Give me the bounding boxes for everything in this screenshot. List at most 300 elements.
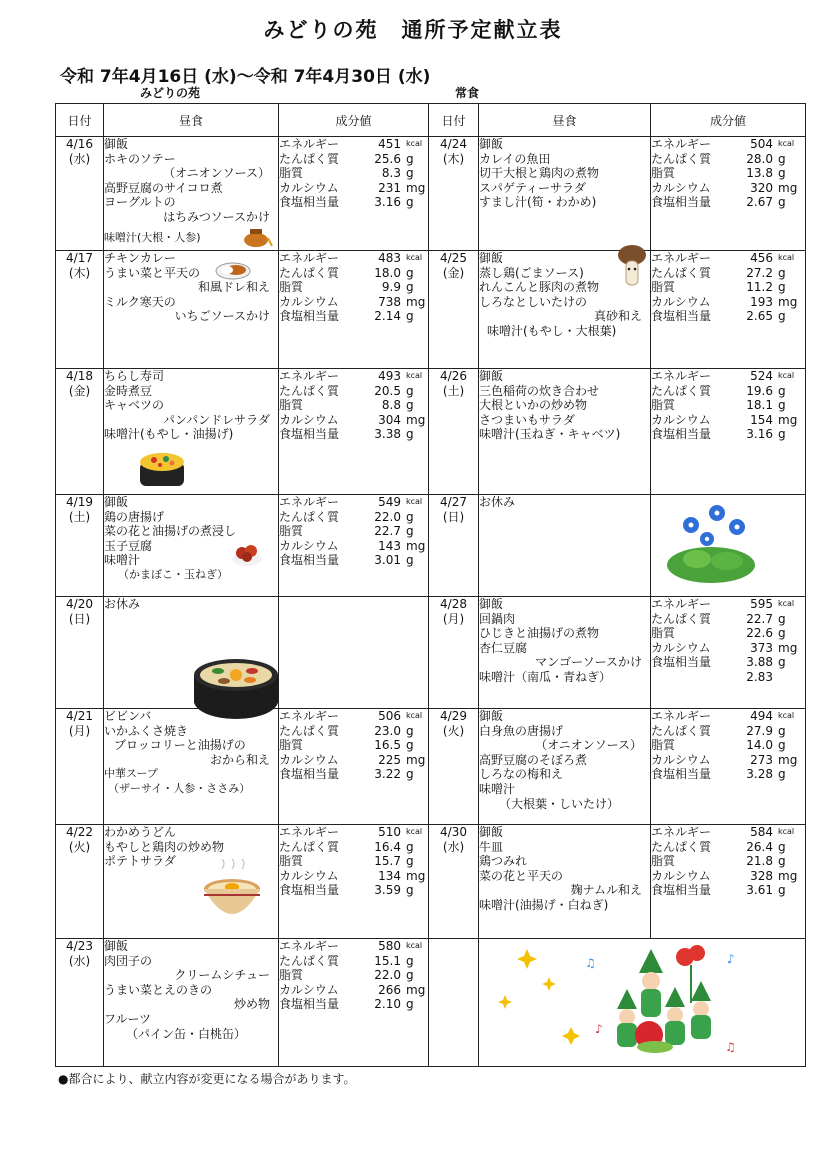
- nutrient-unit: kcal: [406, 827, 423, 836]
- date: 4/26: [440, 369, 467, 383]
- menu-item: チキンカレー: [104, 251, 176, 265]
- nutrient-value: 3.88: [746, 655, 773, 670]
- nutrient-label: エネルギー: [651, 709, 712, 723]
- nutrient-label: エネルギー: [651, 825, 712, 839]
- nutrition-cell: [279, 597, 429, 709]
- nutrient-label: 脂質: [651, 738, 676, 753]
- menu-item: 大根といかの炒め物: [479, 398, 588, 413]
- nutrient-row: [279, 181, 428, 196]
- nutrient-label: 食塩相当量: [279, 997, 340, 1012]
- nutrient-row: [651, 266, 805, 281]
- nutrient-label: たんぱく質: [651, 151, 712, 166]
- nutrient-unit: mg: [406, 538, 426, 553]
- menu-item: 味噌汁: [104, 553, 141, 568]
- date: 4/19: [66, 495, 93, 509]
- menu-item: わかめうどん: [104, 825, 177, 839]
- nutrient-value: 13.8: [746, 166, 773, 181]
- menu-item: （オニオンソース）: [535, 738, 642, 753]
- nutrient-row: [651, 597, 805, 612]
- menu-item: おから和え: [209, 752, 270, 767]
- nutrient-value: 493: [378, 369, 401, 383]
- nutrient-value: 483: [378, 251, 401, 265]
- nutrient-label: 脂質: [279, 968, 304, 983]
- nutrient-label: エネルギー: [651, 251, 712, 265]
- mushroom-illustration: [616, 243, 648, 289]
- nutrient-value: 549: [378, 495, 401, 509]
- svg-text:♪: ♪: [727, 952, 735, 966]
- nutrient-value: 584: [750, 825, 773, 839]
- nutrient-value: 23.0: [374, 723, 401, 738]
- nutrient-unit: g: [406, 968, 414, 983]
- nutrient-row: [279, 753, 428, 768]
- nutrient-label: エネルギー: [279, 369, 340, 383]
- illustration-cell: [479, 939, 806, 1067]
- day-of-week: (土): [442, 384, 465, 398]
- nutrient-row: [651, 152, 805, 167]
- table-row: [56, 939, 806, 1067]
- date: 4/29: [440, 709, 467, 723]
- nutrient-unit: g: [778, 383, 786, 398]
- nutrient-unit: kcal: [778, 599, 795, 608]
- date-cell: [429, 251, 479, 369]
- menu-item: （かまぼこ・玉ねぎ）: [118, 567, 228, 581]
- nutrient-value: 451: [378, 137, 401, 151]
- nutrition-cell: [651, 709, 806, 825]
- nutrient-value: 320: [750, 180, 773, 195]
- nutrient-row: [279, 495, 428, 510]
- nutrient-value: 25.6: [374, 151, 401, 166]
- menu-item: 玉子豆腐: [104, 538, 153, 553]
- nutrient-unit: g: [778, 767, 786, 782]
- nutrient-label: エネルギー: [279, 825, 340, 839]
- menu-item: 味噌汁(もやし・油揚げ): [104, 427, 234, 442]
- nutrient-value: 22.7: [746, 611, 773, 626]
- menu-item: 杏仁豆腐: [479, 640, 528, 655]
- nutrition-cell: [279, 825, 429, 939]
- nutrient-label: たんぱく質: [279, 151, 340, 166]
- nutrient-label: エネルギー: [651, 137, 712, 151]
- menu-item: 高野豆腐のサイコロ煮: [104, 180, 223, 195]
- nutrient-row: [279, 883, 428, 898]
- nutrient-label: カルシウム: [651, 412, 711, 427]
- nutrient-value: 27.9: [746, 723, 773, 738]
- nutrient-unit: g: [406, 383, 414, 398]
- nutrient-value: 22.0: [374, 509, 401, 524]
- nutrient-value: 328: [750, 868, 773, 883]
- nutrient-unit: g: [778, 166, 786, 181]
- nutrient-row: [279, 309, 428, 324]
- nutrition-cell: [651, 137, 806, 251]
- date: 4/23: [66, 939, 93, 953]
- nutrient-label: カルシウム: [651, 294, 711, 309]
- menu-item: いちごソースかけ: [174, 309, 270, 324]
- facility-name: みどりの苑: [140, 86, 201, 100]
- nutrient-label: 脂質: [279, 738, 304, 753]
- date-cell: [56, 939, 104, 1067]
- date: 4/24: [440, 137, 467, 151]
- menu-item: ヨーグルトの: [104, 195, 176, 210]
- nutrient-row: [279, 524, 428, 539]
- nutrient-row: [279, 295, 428, 310]
- menu-cell: [104, 495, 279, 597]
- date-cell: [429, 939, 479, 1067]
- column-header-date: 日付: [56, 104, 104, 137]
- menu-item: 御飯: [104, 137, 129, 151]
- elves-illustration: [489, 943, 789, 1061]
- svg-text:♫: ♫: [725, 1040, 736, 1054]
- flowers-illustration: [661, 499, 761, 585]
- day-of-week: (木): [68, 266, 91, 280]
- menu-item: 味噌汁(大根・人参): [104, 230, 201, 244]
- nutrient-row: [279, 251, 428, 266]
- nutrient-row: [651, 612, 805, 627]
- nutrient-value: 494: [750, 709, 773, 723]
- date-cell: [56, 597, 104, 709]
- date-cell: [429, 709, 479, 825]
- nutrient-row: [279, 954, 428, 969]
- nutrient-label: エネルギー: [279, 709, 340, 723]
- column-header-nutrition: 成分値: [651, 104, 806, 137]
- nutrient-unit: g: [406, 738, 414, 753]
- column-header-nutrition: 成分値: [279, 104, 429, 137]
- nutrient-value: 18.1: [746, 398, 773, 413]
- nutrient-label: 食塩相当量: [651, 427, 712, 442]
- nutrient-label: 脂質: [279, 854, 304, 869]
- menu-item: 鶏つみれ: [479, 854, 528, 869]
- nutrition-cell: [651, 251, 806, 369]
- svg-text:♪: ♪: [595, 1022, 603, 1036]
- nutrient-label: エネルギー: [279, 137, 340, 151]
- day-of-week: (日): [68, 612, 91, 626]
- nutrient-row: [651, 840, 805, 855]
- date-cell: [429, 137, 479, 251]
- nutrition-cell: [279, 251, 429, 369]
- nutrient-unit: g: [406, 151, 414, 166]
- nutrient-label: 食塩相当量: [279, 553, 340, 568]
- date-cell: [56, 251, 104, 369]
- menu-item: 麹ナムル和え: [570, 883, 642, 898]
- table-row: [56, 495, 806, 597]
- nutrient-value: 3.38: [374, 427, 401, 442]
- table-row: [56, 597, 806, 709]
- menu-item: れんこんと豚肉の煮物: [479, 280, 600, 295]
- nutrient-label: 食塩相当量: [651, 767, 712, 782]
- table-row: [56, 369, 806, 495]
- nutrient-value: 22.7: [374, 524, 401, 539]
- nutrient-label: カルシウム: [651, 752, 711, 767]
- nutrient-value: 18.0: [374, 265, 401, 280]
- menu-item: 中華スープ: [104, 767, 158, 781]
- nutrient-unit: g: [778, 427, 786, 442]
- nutrient-unit: g: [406, 883, 414, 898]
- menu-item: ホキのソテー: [104, 151, 176, 166]
- nutrient-unit: g: [406, 839, 414, 854]
- date: 4/17: [66, 251, 93, 265]
- day-of-week: (月): [68, 724, 91, 738]
- nutrient-row: [279, 724, 428, 739]
- menu-item: 真砂和え: [593, 309, 642, 324]
- nutrient-row: [279, 869, 428, 884]
- nutrient-unit: g: [778, 398, 786, 413]
- nutrient-value: 134: [378, 868, 401, 883]
- nutrition-cell: [651, 369, 806, 495]
- nutrient-unit: kcal: [778, 827, 795, 836]
- date: 4/25: [440, 251, 467, 265]
- nutrient-unit: g: [406, 524, 414, 539]
- menu-item: 和風ドレ和え: [197, 280, 270, 295]
- nutrient-value: 21.8: [746, 854, 773, 869]
- menu-item: マンゴーソースかけ: [535, 655, 642, 670]
- svg-text:♫: ♫: [585, 956, 596, 970]
- nutrient-value: 456: [750, 251, 773, 265]
- menu-item: （ザーサイ・人参・ささみ）: [108, 781, 251, 795]
- nutrient-row: [279, 709, 428, 724]
- nutrient-label: カルシウム: [651, 868, 711, 883]
- nutrient-unit: mg: [778, 180, 798, 195]
- menu-cell: [479, 369, 651, 495]
- menu-item: 金時煮豆: [104, 383, 153, 398]
- nutrient-row: [651, 753, 805, 768]
- nutrient-value: 3.61: [746, 883, 773, 898]
- menu-item: 御飯: [104, 495, 129, 509]
- nutrient-unit: mg: [778, 640, 798, 655]
- menu-item: 炒め物: [233, 997, 270, 1012]
- menu-cell: [479, 251, 651, 369]
- nutrient-value: 143: [378, 538, 401, 553]
- date: 4/22: [66, 825, 93, 839]
- nutrient-row: [651, 427, 805, 442]
- nutrient-row: [651, 413, 805, 428]
- menu-item: 味噌汁(玉ねぎ・キャベツ): [479, 427, 621, 442]
- nutrient-row: [279, 510, 428, 525]
- nutrient-row: [651, 738, 805, 753]
- nutrient-label: たんぱく質: [279, 509, 340, 524]
- nutrition-cell: [651, 495, 806, 597]
- menu-item: 菜の花と平天の: [479, 868, 564, 883]
- nutrient-unit: kcal: [406, 139, 423, 148]
- menu-item: 御飯: [479, 825, 504, 839]
- nutrient-value: 154: [750, 412, 773, 427]
- nutrient-value: 15.7: [374, 854, 401, 869]
- nutrient-unit: kcal: [406, 371, 423, 380]
- menu-item: 御飯: [479, 369, 504, 383]
- nutrient-label: カルシウム: [279, 538, 339, 553]
- menu-cell: [104, 825, 279, 939]
- nutrient-value: 304: [378, 412, 401, 427]
- date-cell: [429, 495, 479, 597]
- nutrient-unit: mg: [778, 412, 798, 427]
- nutrient-row: [279, 280, 428, 295]
- nutrient-row: [279, 553, 428, 568]
- nutrient-unit: g: [406, 953, 414, 968]
- day-of-week: (月): [442, 612, 465, 626]
- menu-item: 回鍋肉: [479, 611, 516, 626]
- nutrient-row: [279, 840, 428, 855]
- chirashi-sushi-illustration: [136, 444, 188, 490]
- nutrient-value: 504: [750, 137, 773, 151]
- nutrient-unit: g: [406, 509, 414, 524]
- menu-item: （オニオンソース）: [163, 166, 270, 181]
- nutrient-unit: g: [406, 767, 414, 782]
- menu-cell: [104, 597, 279, 709]
- column-header-date: 日付: [429, 104, 479, 137]
- nutrient-unit: g: [778, 195, 786, 210]
- nutrient-row: [651, 767, 805, 782]
- nutrition-cell: [279, 939, 429, 1067]
- curry-illustration: [214, 255, 252, 281]
- table-row: [56, 709, 806, 825]
- menu-cell: [104, 939, 279, 1067]
- nutrient-unit: g: [778, 309, 786, 324]
- table-row: [56, 251, 806, 369]
- menu-item: 菜の花と油揚げの煮浸し: [104, 524, 237, 539]
- nutrient-row: [279, 767, 428, 782]
- menu-item: （大根葉・しいたけ）: [499, 796, 620, 811]
- nutrient-row: [651, 883, 805, 898]
- nutrient-label: 脂質: [651, 280, 676, 295]
- nutrient-unit: kcal: [406, 941, 423, 950]
- nutrition-cell: [279, 137, 429, 251]
- nutrient-label: 食塩相当量: [279, 195, 340, 210]
- nutrient-label: 食塩相当量: [279, 767, 340, 782]
- nutrient-value: 266: [378, 982, 401, 997]
- meal-type: 常食: [455, 86, 480, 100]
- menu-item: 味噌汁（南瓜・青ねぎ）: [479, 669, 612, 684]
- day-of-week: (火): [68, 840, 91, 854]
- table-row: [56, 825, 806, 939]
- menu-item: （パイン缶・白桃缶）: [126, 1026, 247, 1041]
- nutrient-unit: g: [778, 611, 786, 626]
- nutrient-value: 580: [378, 939, 401, 953]
- menu-item: 蒸し鶏(ごまソース): [479, 265, 584, 280]
- nutrient-unit: mg: [778, 752, 798, 767]
- footnote: ●都合により、献立内容が変更になる場合があります。: [58, 1072, 356, 1086]
- menu-item: しろなとしいたけの: [479, 294, 588, 309]
- nutrient-label: カルシウム: [279, 868, 339, 883]
- nutrient-label: 脂質: [651, 626, 676, 641]
- date-cell: [56, 137, 104, 251]
- nutrient-row: [651, 195, 805, 210]
- nutrient-row: [651, 825, 805, 840]
- nutrient-value: 2.67: [746, 195, 773, 210]
- day-of-week: (金): [68, 384, 91, 398]
- date: 4/16: [66, 137, 93, 151]
- nutrient-label: たんぱく質: [279, 383, 340, 398]
- menu-item: はちみつソースかけ: [163, 209, 270, 224]
- nutrient-unit: g: [406, 553, 414, 568]
- nutrient-label: 食塩相当量: [279, 427, 340, 442]
- nutrient-label: たんぱく質: [651, 611, 712, 626]
- day-of-week: (土): [68, 510, 91, 524]
- menu-table: [55, 103, 806, 1067]
- nutrient-row: [651, 709, 805, 724]
- nutrient-label: 食塩相当量: [651, 309, 712, 324]
- nutrient-unit: g: [778, 839, 786, 854]
- nutrient-unit: kcal: [778, 711, 795, 720]
- nutrient-unit: kcal: [778, 253, 795, 262]
- nutrient-unit: g: [778, 626, 786, 641]
- menu-item: 御飯: [479, 709, 504, 723]
- nutrient-label: 脂質: [651, 166, 676, 181]
- menu-item: 三色稲荷の炊き合わせ: [479, 383, 600, 398]
- menu-item: キャベツの: [104, 398, 165, 413]
- nutrient-unit: g: [406, 398, 414, 413]
- nutrient-value: 3.16: [374, 195, 401, 210]
- nutrition-cell: [279, 709, 429, 825]
- nutrient-label: たんぱく質: [651, 383, 712, 398]
- nutrient-value: 510: [378, 825, 401, 839]
- menu-cell: [479, 495, 651, 597]
- nutrient-label: エネルギー: [651, 369, 712, 383]
- nutrient-unit: g: [406, 195, 414, 210]
- nutrient-unit: g: [778, 883, 786, 898]
- nutrient-label: たんぱく質: [279, 265, 340, 280]
- nutrient-label: カルシウム: [651, 640, 711, 655]
- nutrient-unit: kcal: [406, 253, 423, 262]
- menu-item: 味噌汁(もやし・大根葉): [487, 323, 617, 338]
- menu-item: さつまいもサラダ: [479, 412, 575, 427]
- menu-item: すまし汁(筍・わかめ): [479, 195, 597, 210]
- menu-cell: [479, 709, 651, 825]
- nutrient-label: たんぱく質: [651, 723, 712, 738]
- menu-item: 御飯: [104, 939, 129, 953]
- nutrient-label: 脂質: [651, 854, 676, 869]
- nutrient-label: たんぱく質: [651, 265, 712, 280]
- menu-item: ブロッコリーと油揚げの: [114, 738, 246, 753]
- date: 4/21: [66, 709, 93, 723]
- nutrient-value: 26.4: [746, 839, 773, 854]
- table-row: [56, 137, 806, 251]
- nutrient-label: 食塩相当量: [651, 655, 712, 670]
- nutrient-row: [651, 670, 805, 685]
- nutrient-label: 脂質: [651, 398, 676, 413]
- nutrient-row: [279, 166, 428, 181]
- day-of-week: (水): [442, 840, 465, 854]
- menu-cell: [104, 251, 279, 369]
- date-cell: [56, 495, 104, 597]
- menu-item: いかふくさ焼き: [104, 723, 189, 738]
- nutrient-value: 22.6: [746, 626, 773, 641]
- nutrient-label: 脂質: [279, 398, 304, 413]
- nutrient-unit: mg: [778, 294, 798, 309]
- nutrient-label: カルシウム: [279, 180, 339, 195]
- nutrient-value: 524: [750, 369, 773, 383]
- menu-item: 肉団子の: [104, 953, 153, 968]
- nutrient-unit: g: [778, 265, 786, 280]
- nutrient-unit: kcal: [406, 497, 423, 506]
- nutrient-label: カルシウム: [279, 294, 339, 309]
- nutrient-label: 脂質: [279, 166, 304, 181]
- nutrient-value: 19.6: [746, 383, 773, 398]
- date: 4/27: [440, 495, 467, 509]
- menu-item: うまい菜とえのきの: [104, 982, 213, 997]
- menu-item: ひじきと油揚げの煮物: [479, 626, 600, 641]
- nutrient-value: 738: [378, 294, 401, 309]
- nutrient-row: [279, 854, 428, 869]
- nutrient-unit: kcal: [406, 711, 423, 720]
- nutrient-value: 28.0: [746, 151, 773, 166]
- menu-item: ミルク寒天の: [104, 294, 176, 309]
- menu-item: ちらし寿司: [104, 369, 165, 383]
- nutrient-unit: g: [778, 738, 786, 753]
- day-of-week: (金): [442, 266, 465, 280]
- nutrient-row: [651, 626, 805, 641]
- nutrient-value: 20.5: [374, 383, 401, 398]
- nutrient-unit: g: [778, 723, 786, 738]
- menu-item: もやしと鶏肉の炒め物: [104, 839, 225, 854]
- nutrient-label: たんぱく質: [279, 953, 340, 968]
- menu-item: お休み: [479, 495, 516, 509]
